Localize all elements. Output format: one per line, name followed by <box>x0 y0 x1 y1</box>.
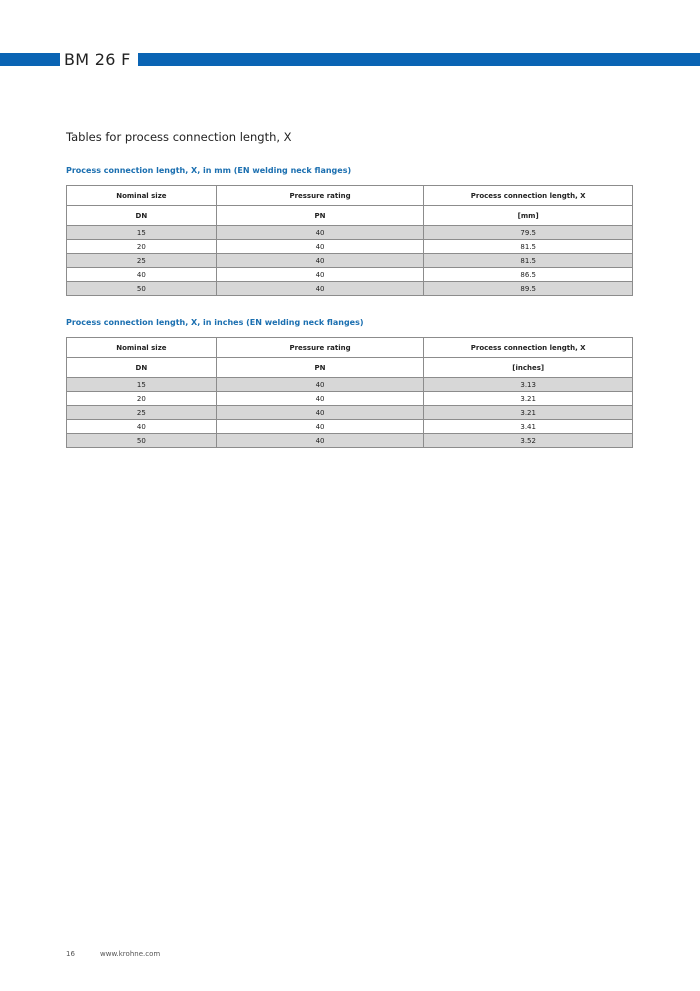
unit-cell-length: [mm] <box>424 206 633 226</box>
cell-connection-length: 3.52 <box>424 434 633 448</box>
header-cell-nominal-size: Nominal size <box>67 186 217 206</box>
cell-pressure-rating: 40 <box>216 406 424 420</box>
cell-nominal-size: 50 <box>67 282 217 296</box>
cell-connection-length: 81.5 <box>424 254 633 268</box>
cell-connection-length: 3.41 <box>424 420 633 434</box>
header-cell-pressure-rating: Pressure rating <box>216 186 424 206</box>
cell-pressure-rating: 40 <box>216 392 424 406</box>
document-title: BM 26 F <box>64 50 131 69</box>
header-accent-bar-right <box>138 53 700 66</box>
header-cell-pressure-rating: Pressure rating <box>216 338 424 358</box>
table-caption-mm: Process connection length, X, in mm (EN welding neck flanges) <box>66 166 352 175</box>
unit-cell-pn: PN <box>216 358 424 378</box>
cell-pressure-rating: 40 <box>216 282 424 296</box>
website-link[interactable]: www.krohne.com <box>100 950 161 958</box>
cell-connection-length: 3.21 <box>424 392 633 406</box>
cell-connection-length: 79.5 <box>424 226 633 240</box>
cell-connection-length: 3.13 <box>424 378 633 392</box>
table-row <box>67 392 633 406</box>
cell-nominal-size: 15 <box>67 226 217 240</box>
cell-pressure-rating: 40 <box>216 226 424 240</box>
unit-cell-dn: DN <box>67 206 217 226</box>
cell-pressure-rating: 40 <box>216 434 424 448</box>
table-row <box>67 282 633 296</box>
cell-nominal-size: 40 <box>67 420 217 434</box>
cell-connection-length: 89.5 <box>424 282 633 296</box>
cell-connection-length: 81.5 <box>424 240 633 254</box>
header-cell-nominal-size: Nominal size <box>67 338 217 358</box>
header-cell-connection-length: Process connection length, X <box>424 186 633 206</box>
table-unit-row <box>67 206 633 226</box>
header-cell-connection-length: Process connection length, X <box>424 338 633 358</box>
cell-connection-length: 86.5 <box>424 268 633 282</box>
table-inches <box>66 337 633 448</box>
cell-nominal-size: 40 <box>67 268 217 282</box>
table-unit-row <box>67 358 633 378</box>
cell-nominal-size: 15 <box>67 378 217 392</box>
cell-pressure-rating: 40 <box>216 240 424 254</box>
cell-nominal-size: 50 <box>67 434 217 448</box>
table-body <box>67 186 633 296</box>
unit-cell-length: [inches] <box>424 358 633 378</box>
table-row <box>67 406 633 420</box>
cell-nominal-size: 25 <box>67 406 217 420</box>
table-row <box>67 378 633 392</box>
cell-nominal-size: 25 <box>67 254 217 268</box>
page-number: 16 <box>66 950 75 958</box>
cell-connection-length: 3.21 <box>424 406 633 420</box>
table-header-row <box>67 186 633 206</box>
table-mm <box>66 185 633 296</box>
unit-cell-dn: DN <box>67 358 217 378</box>
table-row <box>67 434 633 448</box>
table-row <box>67 420 633 434</box>
cell-nominal-size: 20 <box>67 240 217 254</box>
table-row <box>67 226 633 240</box>
cell-pressure-rating: 40 <box>216 268 424 282</box>
table-caption-inches: Process connection length, X, in inches (EN welding neck flanges) <box>66 318 364 327</box>
table-row <box>67 240 633 254</box>
table-row <box>67 268 633 282</box>
cell-pressure-rating: 40 <box>216 420 424 434</box>
table-header-row <box>67 338 633 358</box>
cell-pressure-rating: 40 <box>216 378 424 392</box>
header-accent-bar-left <box>0 53 60 66</box>
cell-nominal-size: 20 <box>67 392 217 406</box>
table-body <box>67 338 633 448</box>
table-row <box>67 254 633 268</box>
cell-pressure-rating: 40 <box>216 254 424 268</box>
unit-cell-pn: PN <box>216 206 424 226</box>
section-heading: Tables for process connection length, X <box>66 130 292 144</box>
